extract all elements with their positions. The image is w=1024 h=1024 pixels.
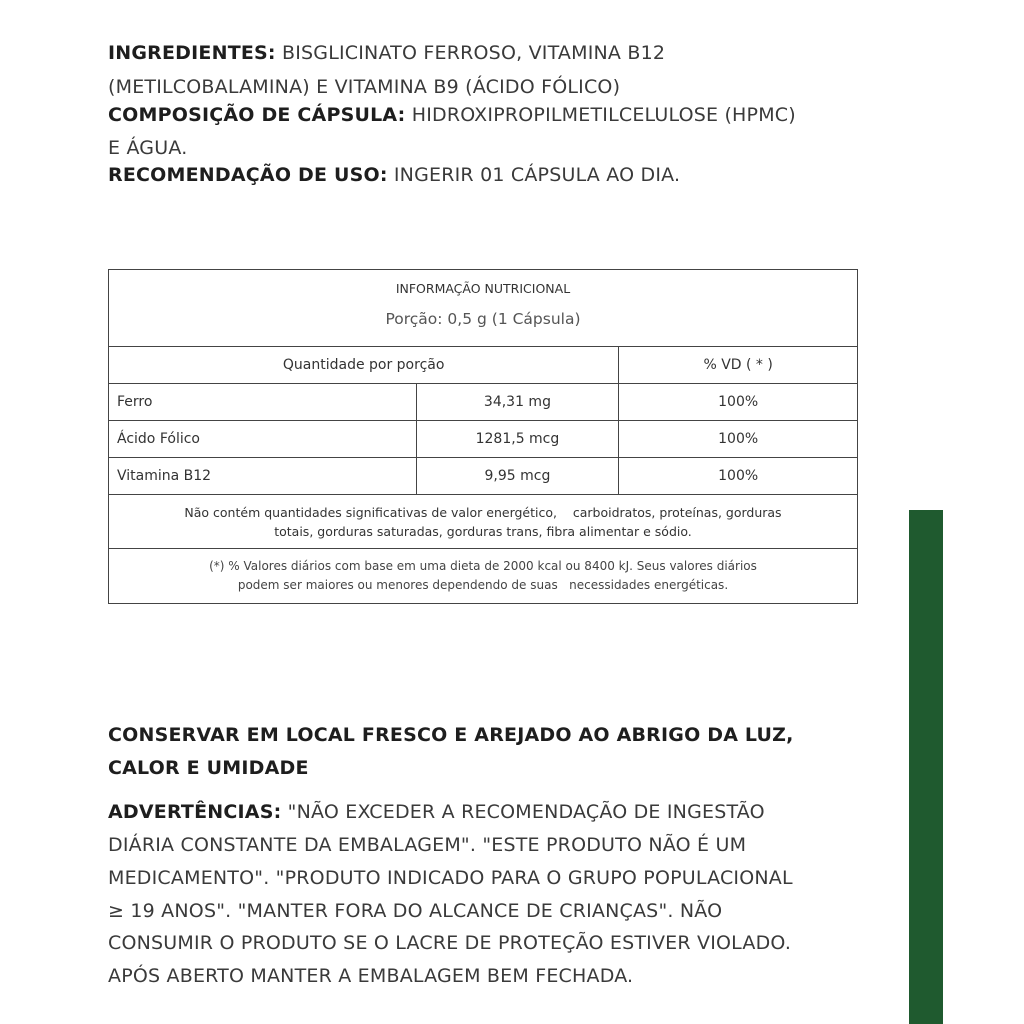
footnote-line-1: (*) % Valores diários com base em uma dieta de 2000 kcal ou 8400 kJ. Seus valores diários — [209, 559, 757, 573]
table-title-row — [109, 270, 858, 347]
table-row — [109, 421, 858, 458]
conserve-line-2: CALOR E UMIDADE — [108, 757, 309, 779]
note-line-2: totais, gorduras saturadas, gorduras trans, fibra alimentar e sódio. — [274, 523, 692, 539]
nutrient-vd: 100% — [619, 458, 858, 495]
conserve-line-1: CONSERVAR EM LOCAL FRESCO E AREJADO AO ABRIGO DA LUZ, — [108, 724, 794, 746]
warnings-text-6: APÓS ABERTO MANTER A EMBALAGEM BEM FECHADA. — [108, 965, 634, 987]
capsule-line-1 — [108, 103, 796, 127]
usage-label: RECOMENDAÇÃO DE USO: — [108, 164, 388, 186]
warnings-text-4: ≥ 19 ANOS". "MANTER FORA DO ALCANCE DE CRIANÇAS". NÃO — [108, 900, 723, 922]
note-line-1: Não contém quantidades significativas de valor energético, carboidratos, proteínas, gorduras — [184, 504, 782, 520]
warnings-text-5: CONSUMIR O PRODUTO SE O LACRE DE PROTEÇÃO ESTIVER VIOLADO. — [108, 932, 792, 954]
header-quantity: Quantidade por porção — [109, 347, 619, 384]
table-footnote-row — [109, 549, 858, 604]
footnote-line-2: podem ser maiores ou menores dependendo de suas necessidades energéticas. — [237, 578, 729, 592]
table-title: INFORMAÇÃO NUTRICIONAL — [395, 280, 571, 296]
ingredients-text-2: (METILCOBALAMINA) E VITAMINA B9 (ÁCIDO FÓLICO) — [108, 76, 621, 98]
warnings-line-1 — [108, 800, 765, 824]
header-vd: % VD ( * ) — [619, 347, 858, 384]
nutrient-name: Ácido Fólico — [109, 421, 417, 458]
usage-text: INGERIR 01 CÁPSULA AO DIA. — [393, 164, 681, 186]
usage-line — [108, 163, 680, 187]
ingredients-label: INGREDIENTES: — [108, 42, 276, 64]
ingredients-text-1: BISGLICINATO FERROSO, VITAMINA B12 — [281, 42, 666, 64]
nutrient-vd: 100% — [619, 421, 858, 458]
nutrient-amount: 1281,5 mcg — [416, 421, 619, 458]
warnings-text-1: "NÃO EXCEDER A RECOMENDAÇÃO DE INGESTÃO — [287, 801, 765, 823]
ingredients-line-1 — [108, 41, 665, 65]
capsule-label: COMPOSIÇÃO DE CÁPSULA: — [108, 104, 406, 126]
warnings-text-3: MEDICAMENTO". "PRODUTO INDICADO PARA O GRUPO POPULACIONAL — [108, 867, 793, 889]
table-portion: Porção: 0,5 g (1 Cápsula) — [385, 309, 581, 328]
warnings-text-2: DIÁRIA CONSTANTE DA EMBALAGEM". "ESTE PRODUTO NÃO É UM — [108, 834, 747, 856]
nutrition-table — [108, 269, 858, 604]
table-note-row — [109, 495, 858, 549]
capsule-text-2: E ÁGUA. — [108, 137, 188, 159]
table-header-row — [109, 347, 858, 384]
table-row — [109, 384, 858, 421]
warnings-label: ADVERTÊNCIAS: — [108, 801, 282, 823]
nutrient-amount: 34,31 mg — [416, 384, 619, 421]
nutrient-amount: 9,95 mcg — [416, 458, 619, 495]
nutrient-vd: 100% — [619, 384, 858, 421]
nutrient-name: Vitamina B12 — [109, 458, 417, 495]
table-row — [109, 458, 858, 495]
nutrient-name: Ferro — [109, 384, 417, 421]
green-accent-bar — [909, 510, 943, 1024]
capsule-text-1: HIDROXIPROPILMETILCELULOSE (HPMC) — [411, 104, 796, 126]
